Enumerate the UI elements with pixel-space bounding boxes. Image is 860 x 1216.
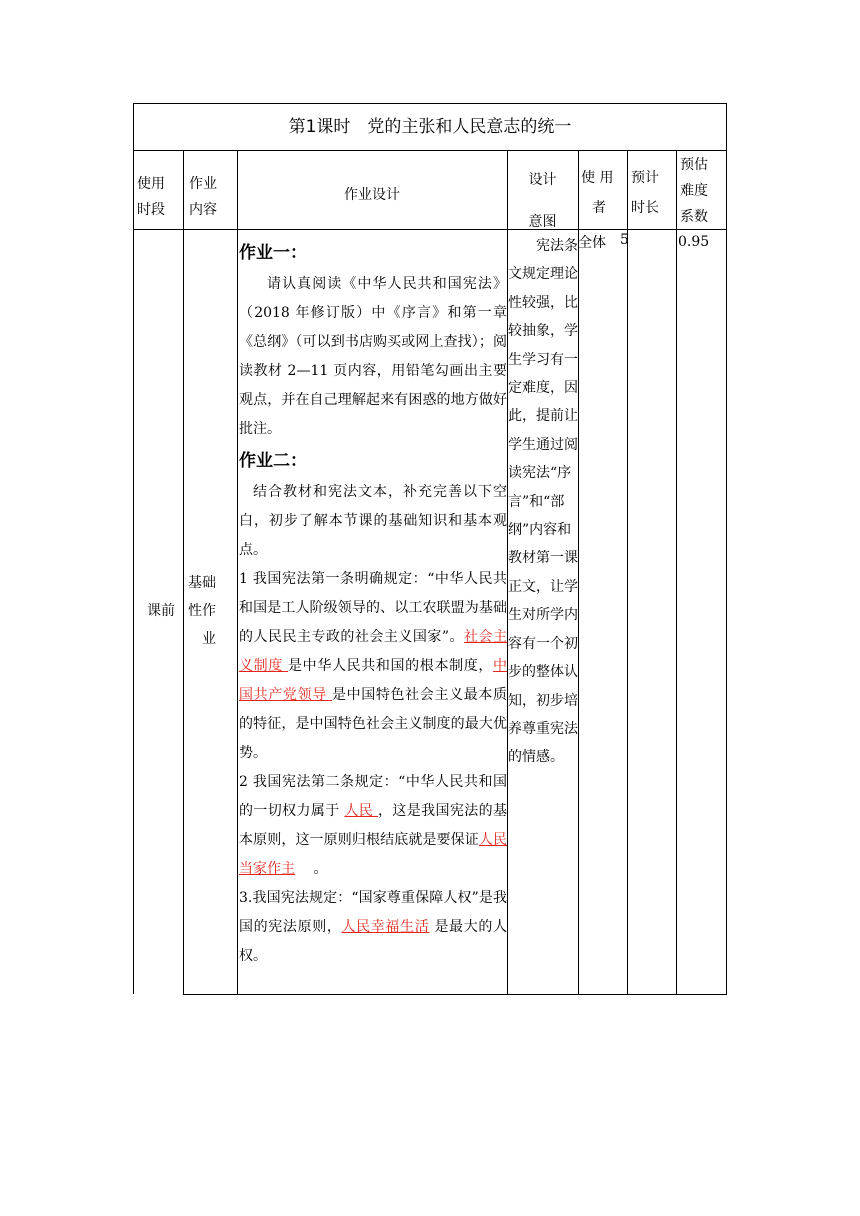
user-value: 全体 <box>578 235 606 251</box>
table-left-border <box>133 103 134 994</box>
col-divider-2 <box>237 150 238 995</box>
col-divider-5 <box>627 150 628 995</box>
design-intent-text: 宪法条文规定理论性较强，比较抽象，学生学习有一定难度，因此，提前让学生通过阅读宪法“序言”和“部纲”内容和教材第一课正文，让学生对所学内容有一个初步的整体认知，初步培养尊重宪法的情感。 <box>508 238 578 766</box>
homework-2-intro: 结合教材和宪法文本，补充完善以下空白，初步了解本节课的基础知识和基本观点。 <box>239 484 507 558</box>
answer-blank: 社会主义制度 <box>239 629 507 674</box>
title-row-border <box>133 150 727 151</box>
homework-design <box>239 236 507 971</box>
answer-blank: 人民幸福生活 <box>341 919 430 935</box>
table-right-border <box>726 103 727 995</box>
header-period: 使用 时段 <box>137 176 165 218</box>
homework-1-text: 请认真阅读《中华人民共和国宪法》（2018 年修订版）中《序言》和第一章《总纲》（可以到书店购买或网上查找）；阅读教材 2—11 页内容，用铅笔勾画出主要观点，并在自己理解起来有困惑的地方做好批注。 <box>239 276 507 437</box>
header-content: 作业 内容 <box>189 176 217 218</box>
period-value: 课前 <box>147 603 175 619</box>
question-2: 2 我国宪法第二条规定：“中华人民共和国的一切权力属于 人民 ，这是我国宪法的基本原则，这一原则归根结底就是要保证人民当家作主 。 <box>239 774 508 877</box>
time-value: 5 <box>620 232 629 248</box>
answer-blank: 中国共产党领导 <box>239 658 508 703</box>
question-1: 1 我国宪法第一条明确规定：“中华人民共和国是工人阶级领导的、以工农联盟为基础的人民民主专政的社会主义国家”。社会主义制度 是中华人民共和国的根本制度，中国共产党领导 是中国特色社会主义最本质的特征，是中国特色社会主义制度的最大优势。 <box>239 571 508 761</box>
col-divider-4 <box>578 150 579 995</box>
table-bottom-border <box>183 994 727 995</box>
question-3: 3.我国宪法规定：“国家尊重保障人权”是我国的宪法原则，人民幸福生活 是最大的人权。 <box>239 890 508 964</box>
col-divider-1 <box>183 150 184 995</box>
header-time: 预计 时长 <box>631 170 659 216</box>
answer-blank: 人民当家作主 <box>239 832 508 877</box>
header-difficulty: 预估 难度 系数 <box>680 157 708 225</box>
header-row-border <box>133 229 727 230</box>
homework-1-title: 作业一： <box>239 243 307 263</box>
header-user: 使 用 者 <box>581 170 614 216</box>
header-design: 作业设计 <box>344 187 400 203</box>
header-intent: 设计 意图 <box>528 172 557 230</box>
content-type: 基础 性作 业 <box>188 575 216 647</box>
answer-blank: 人民 <box>344 803 379 819</box>
page-title: 第1课时 党的主张和人民意志的统一 <box>288 117 572 137</box>
homework-2-title: 作业二： <box>239 451 307 471</box>
col-divider-6 <box>676 150 677 995</box>
difficulty-value: 0.95 <box>678 234 710 250</box>
